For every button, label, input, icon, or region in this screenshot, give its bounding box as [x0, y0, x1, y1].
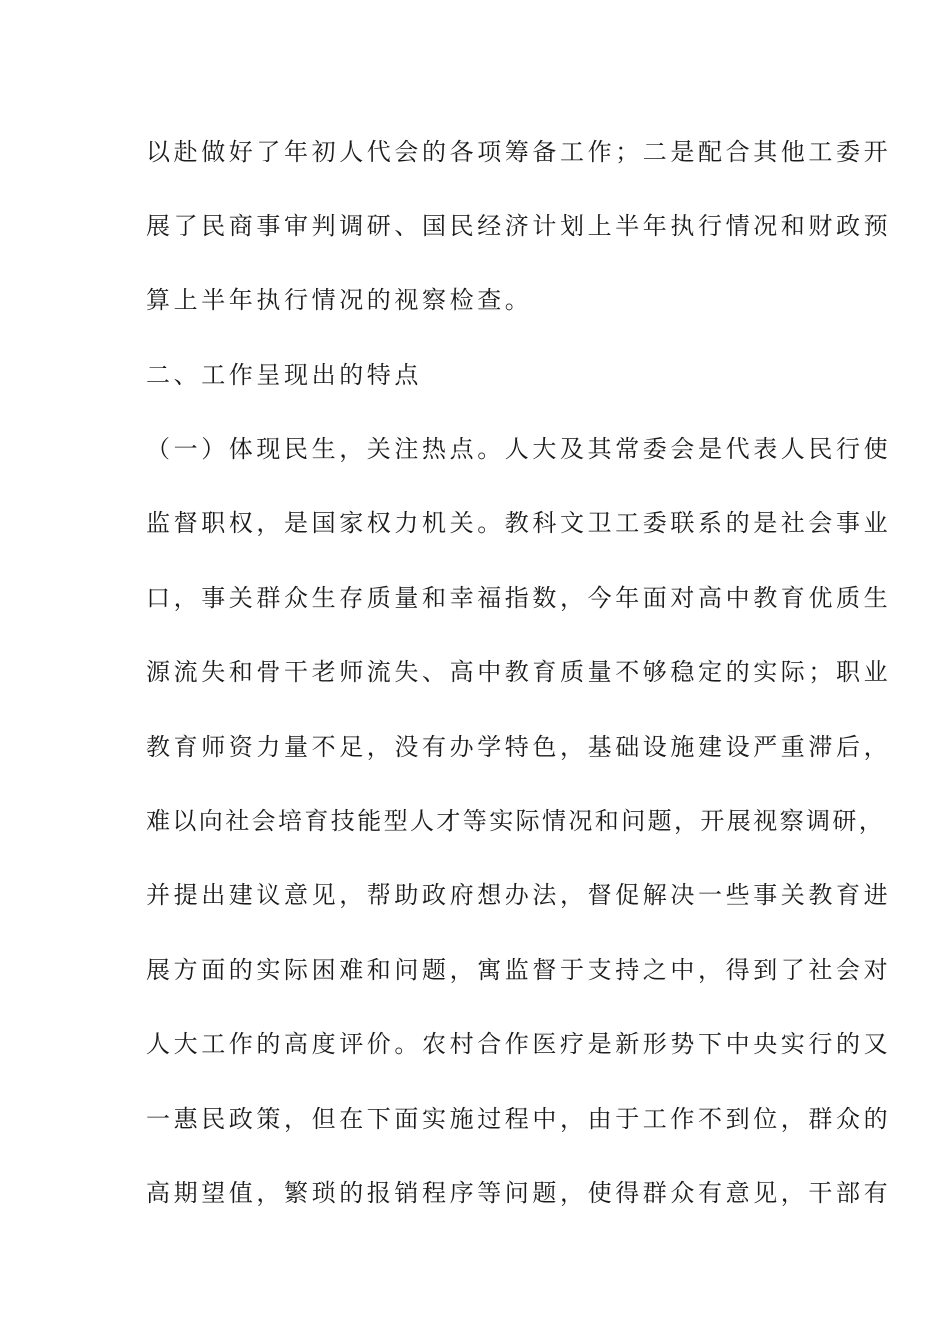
subsection-heading-line: （一）体现民生，关注热点。人大及其常委会是代表人民行使 — [146, 435, 892, 463]
body-text-line: 教育师资力量不足，没有办学特色，基础设施建设严重滞后， — [146, 733, 892, 761]
body-text-line: 难以向社会培育技能型人才等实际情况和问题，开展视察调研， — [146, 807, 886, 835]
body-text-line: 监督职权，是国家权力机关。教科文卫工委联系的是社会事业 — [146, 509, 892, 537]
section-heading: 二、工作呈现出的特点 — [146, 361, 422, 389]
body-text-line: 一惠民政策，但在下面实施过程中，由于工作不到位，群众的 — [146, 1105, 892, 1133]
body-text-line: 并提出建议意见，帮助政府想办法，督促解决一些事关教育进 — [146, 881, 892, 909]
body-text-line: 展了民商事审判调研、国民经济计划上半年执行情况和财政预 — [146, 212, 892, 240]
body-text-line: 源流失和骨干老师流失、高中教育质量不够稳定的实际；职业 — [146, 658, 892, 686]
body-text-line: 高期望值，繁琐的报销程序等问题，使得群众有意见，干部有 — [146, 1179, 892, 1207]
body-text-line: 算上半年执行情况的视察检查。 — [146, 286, 533, 314]
body-text-line: 口，事关群众生存质量和幸福指数，今年面对高中教育优质生 — [146, 584, 892, 612]
body-text-line: 人大工作的高度评价。农村合作医疗是新形势下中央实行的又 — [146, 1030, 892, 1058]
body-text-line: 展方面的实际困难和问题，寓监督于支持之中，得到了社会对 — [146, 956, 892, 984]
body-text-line: 以赴做好了年初人代会的各项筹备工作；二是配合其他工委开 — [146, 138, 892, 166]
